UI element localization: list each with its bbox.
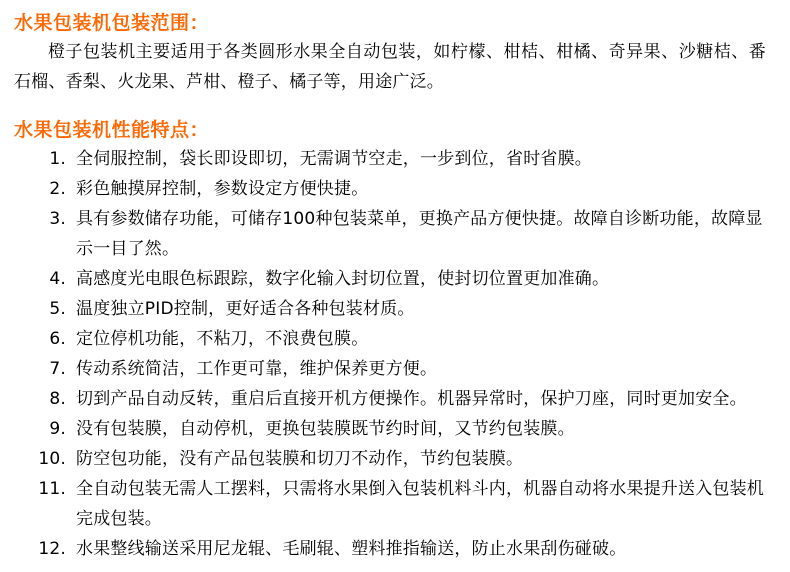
list-item-number: 12.: [38, 538, 66, 559]
list-item: [10, 144, 772, 174]
list-item-number: 6.: [49, 328, 66, 349]
list-item-number: 4.: [49, 268, 66, 289]
list-item-text: 切到产品自动反转，重启后直接开机方便操作。机器异常时，保护刀座，同时更加安全。: [76, 388, 747, 409]
list-item-text: 全自动包装无需人工摆料，只需将水果倒入包装机料斗内，机器自动将水果提升送入包装机完成包装。: [76, 478, 764, 529]
list-item-text: 高感度光电眼色标跟踪，数字化输入封切位置，使封切位置更加准确。: [76, 268, 610, 289]
list-item-number: 8.: [49, 388, 66, 409]
list-item: [10, 204, 772, 264]
list-item-text: 全伺服控制，袋长即设即切，无需调节空走，一步到位，省时省膜。: [76, 148, 592, 169]
list-item-text: 防空包功能，没有产品包装膜和切刀不动作，节约包装膜。: [76, 448, 524, 469]
list-item: [10, 444, 772, 474]
list-item: [10, 294, 772, 324]
list-item: [10, 534, 772, 564]
list-item-number: 11.: [38, 478, 66, 499]
list-item-number: 2.: [49, 178, 66, 199]
list-item-number: 1.: [49, 148, 66, 169]
list-item: [10, 474, 772, 534]
list-item-text: 彩色触摸屏控制，参数设定方便快捷。: [76, 178, 369, 199]
list-item-text: 水果整线输送采用尼龙辊、毛刷辊、塑料推指输送，防止水果刮伤碰破。: [76, 538, 627, 559]
list-item: [10, 414, 772, 444]
list-item-text: 定位停机功能，不粘刀，不浪费包膜。: [76, 328, 369, 349]
list-item-number: 7.: [49, 358, 66, 379]
scope-paragraph: 橙子包装机主要适用于各类圆形水果全自动包装，如柠檬、柑桔、柑橘、奇异果、沙糖桔、番石榴、香梨、火龙果、芦柑、橙子、橘子等，用途广泛。: [14, 41, 766, 92]
list-item-text: 没有包装膜，自动停机，更换包装膜既节约时间，又节约包装膜。: [76, 418, 575, 439]
list-item: [10, 174, 772, 204]
list-item-number: 5.: [49, 298, 66, 319]
list-item-number: 3.: [49, 208, 66, 229]
section-heading-scope: 水果包装机包装范围：: [14, 12, 210, 34]
feature-list: [10, 144, 772, 564]
list-item-text: 传动系统简洁，工作更可靠，维护保养更方便。: [76, 358, 438, 379]
list-item: [10, 324, 772, 354]
list-item-text: 温度独立PID控制，更好适合各种包装材质。: [76, 298, 415, 319]
list-item: [10, 264, 772, 294]
list-item-number: 10.: [38, 448, 66, 469]
list-item-text: 具有参数储存功能，可储存100种包装菜单，更换产品方便快捷。故障自诊断功能，故障显示一目了然。: [76, 208, 763, 259]
list-item: [10, 384, 772, 414]
section-heading-features: 水果包装机性能特点：: [14, 118, 210, 141]
list-item: [10, 354, 772, 384]
list-item-number: 9.: [49, 418, 66, 439]
